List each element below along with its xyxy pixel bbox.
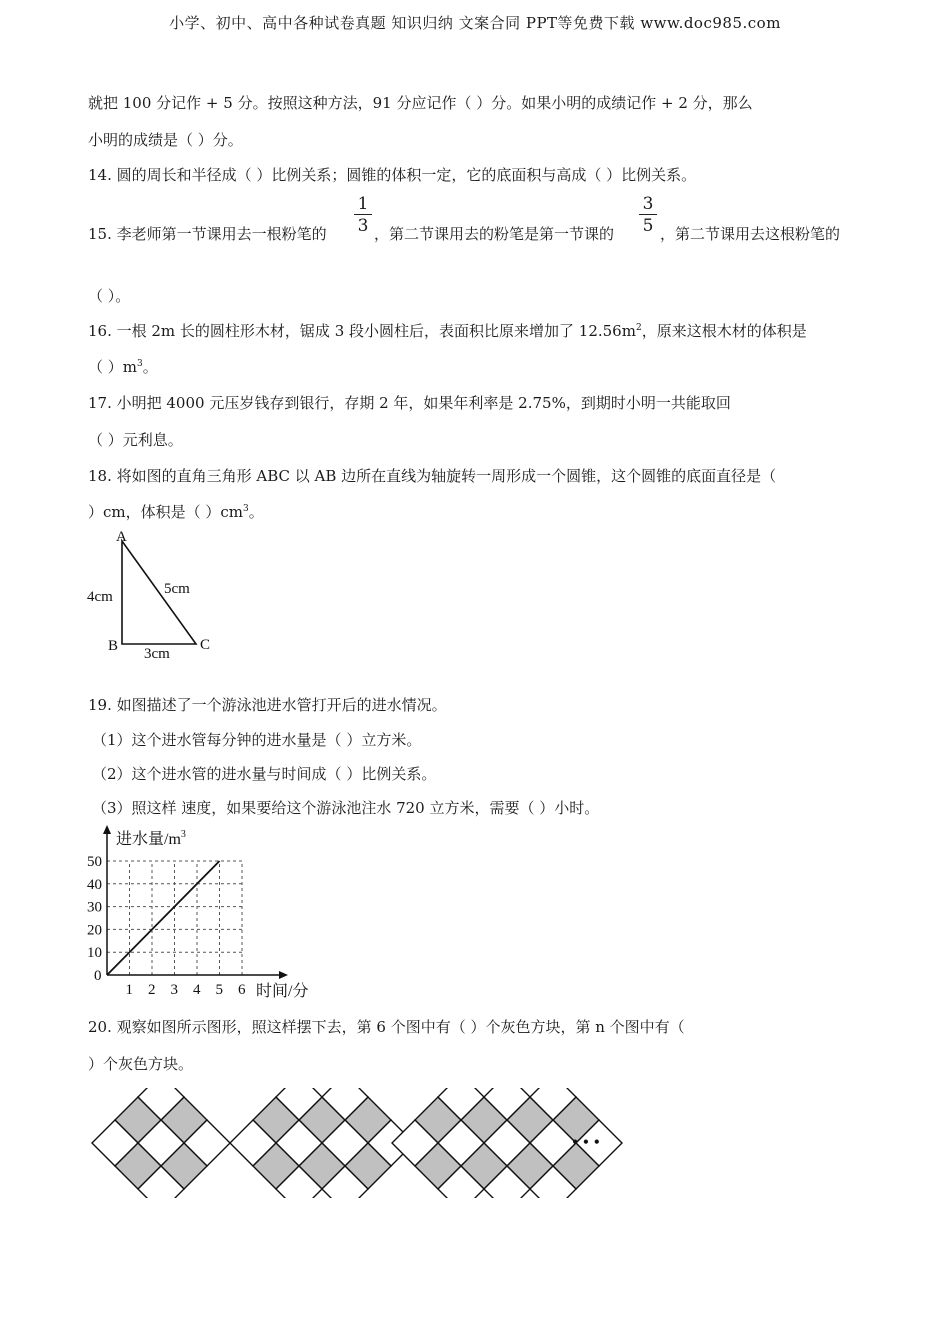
tile-figure bbox=[230, 1088, 414, 1198]
series-line bbox=[107, 861, 220, 975]
x-axis-arrow-icon bbox=[279, 971, 288, 979]
q19-part3: （3）照这样 速度，如果要给这个游泳池注水 720 立方米，需要（ ）小时。 bbox=[92, 799, 600, 817]
q14-line1: 14. 圆的周长和半径成（ ）比例关系；圆锥的体积一定，它的底面积与高成（ ）比例关系。 bbox=[88, 166, 697, 184]
q16-superscript: 3 bbox=[137, 359, 143, 369]
side-ac-label: 5cm bbox=[164, 581, 190, 597]
q20-line2: ）个灰色方块。 bbox=[88, 1055, 194, 1073]
y-tick-label: 20 bbox=[87, 922, 102, 939]
vertex-a-label: A bbox=[116, 529, 127, 545]
vertex-b-label: B bbox=[108, 638, 119, 654]
page-header: 小学、初中、高中各种试卷真题 知识归纳 文案合同 PPT等免费下载 www.doc985.com bbox=[169, 14, 781, 32]
y-tick-label: 30 bbox=[87, 899, 102, 916]
fraction-numerator: 1 bbox=[354, 194, 372, 215]
q15-text-part3: ，第二节课用去这根粉笔的 bbox=[660, 225, 841, 243]
origin-label: 0 bbox=[94, 968, 102, 984]
q16-text-d: 。 bbox=[142, 358, 158, 376]
fraction-denominator: 3 bbox=[357, 216, 369, 236]
y-tick-label: 50 bbox=[87, 854, 102, 870]
q16-text-c: （ ）m bbox=[88, 358, 137, 376]
x-tick-label: 6 bbox=[238, 982, 246, 998]
q15-fraction-2 bbox=[639, 194, 657, 237]
q16-line1 bbox=[88, 320, 807, 341]
q13-line1: 就把 100 分记作 + 5 分。按照这种方法，91 分应记作（ ）分。如果小明的成绩记作 + 2 分，那么 bbox=[88, 94, 753, 112]
chart-grid bbox=[107, 861, 242, 975]
q18-superscript: 3 bbox=[243, 504, 249, 514]
q18-line1: 18. 将如图的直角三角形 ABC 以 AB 边所在直线为轴旋转一周形成一个圆锥，这个圆锥的底面直径是（ bbox=[88, 467, 777, 485]
fraction-denominator: 5 bbox=[642, 216, 654, 236]
y-axis-label-text: 进水量/m bbox=[116, 831, 181, 848]
q17-line1: 17. 小明把 4000 元压岁钱存到银行，存期 2 年，如果年利率是 2.75%，到期时小明一共能取回 bbox=[88, 394, 731, 412]
y-axis-label bbox=[116, 829, 186, 848]
ellipsis: • • • bbox=[572, 1132, 600, 1152]
tile-pattern-figure bbox=[0, 1088, 650, 1198]
x-tick-label: 5 bbox=[215, 982, 223, 998]
vertex-c-label: C bbox=[200, 637, 211, 653]
q18-text-b: 。 bbox=[248, 503, 264, 521]
x-tick-label: 1 bbox=[125, 982, 133, 998]
q18-line2 bbox=[88, 501, 264, 522]
fraction-numerator: 3 bbox=[639, 194, 657, 215]
side-bc-label: 3cm bbox=[144, 646, 170, 662]
q16-text-a: 16. 一根 2m 长的圆柱形木材，锯成 3 段小圆柱后，表面积比原来增加了 12.56m bbox=[88, 322, 636, 340]
q15-fraction-1 bbox=[354, 194, 372, 237]
q18-text-a: ）cm，体积是（ ）cm bbox=[88, 503, 244, 521]
q16-text-b: ，原来这根木材的体积是 bbox=[641, 322, 807, 340]
q15-text-part1: 15. 李老师第一节课用去一根粉笔的 bbox=[88, 225, 327, 243]
q20-line1: 20. 观察如图所示图形，照这样摆下去，第 6 个图中有（ ）个灰色方块，第 n 个图中有（ bbox=[88, 1018, 685, 1036]
y-tick-label: 40 bbox=[87, 876, 102, 893]
q17-line2: （ ）元利息。 bbox=[88, 431, 183, 449]
y-axis-arrow-icon bbox=[103, 825, 111, 834]
x-tick-label: 2 bbox=[148, 982, 156, 998]
y-tick-label: 10 bbox=[87, 945, 102, 962]
triangle-figure bbox=[80, 525, 240, 665]
side-ab-label: 4cm bbox=[87, 589, 113, 605]
tile-figures bbox=[92, 1088, 622, 1198]
chart-ticks bbox=[87, 854, 246, 998]
q13-line2: 小明的成绩是（ ）分。 bbox=[88, 131, 243, 149]
q15-text-part2: ，第二节课用去的粉笔是第一节课的 bbox=[374, 225, 615, 243]
x-tick-label: 3 bbox=[170, 982, 178, 998]
q16-line2 bbox=[88, 356, 158, 377]
x-axis-label: 时间/分 bbox=[256, 983, 309, 1000]
q15-line2: （ ）。 bbox=[88, 287, 131, 305]
tile-figure bbox=[92, 1088, 230, 1198]
y-axis-label-sup: 3 bbox=[180, 829, 186, 840]
x-tick-label: 4 bbox=[193, 982, 201, 998]
q19-part1: （1）这个进水管每分钟的进水量是（ ）立方米。 bbox=[92, 731, 422, 749]
q19-part2: （2）这个进水管的进水量与时间成（ ）比例关系。 bbox=[92, 765, 437, 783]
q19-intro: 19. 如图描述了一个游泳池进水管打开后的进水情况。 bbox=[88, 696, 447, 714]
q16-superscript: 2 bbox=[635, 323, 642, 333]
water-chart bbox=[80, 822, 330, 1002]
